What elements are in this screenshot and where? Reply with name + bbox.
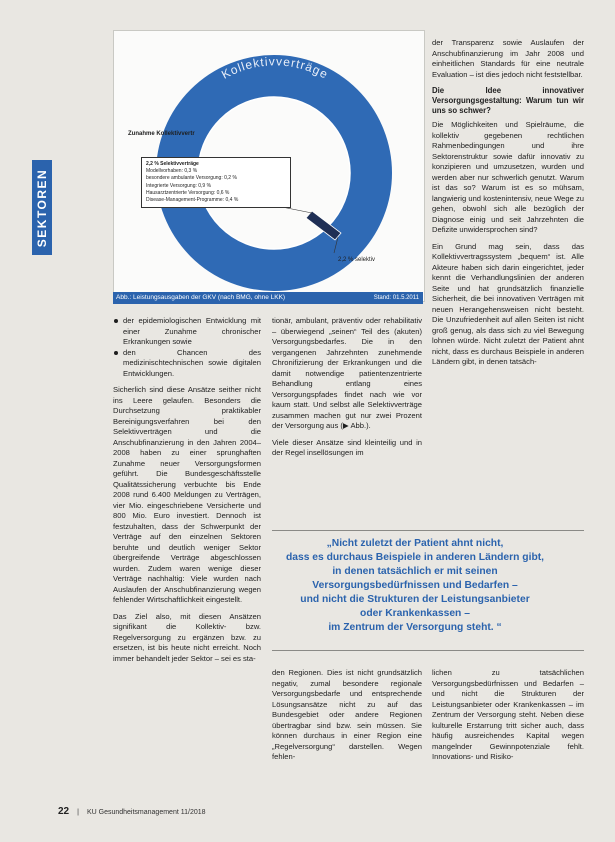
ring-label: Kollektivverträge (219, 54, 331, 82)
quote-line: in denen tatsächlich er mit seinen (332, 566, 498, 577)
quote-line: im Zentrum der Versorgung steht. “ (328, 622, 502, 633)
callout-item: Modellvorhaben: 0,3 % (146, 168, 198, 175)
paragraph: lichen zu tatsächlichen Versorgungsbedürfnissen und Bedarfen – und nicht die Strukturen der Leistungsanbieter oder Krankenkassen – im Zentrum der Versorgung steht. Neben diese kulturelle Erstarrung tritt sicher auch, dass häufig ausreichendes Kapital wegen mangelnder Gewinnpotenziale fehlt. Innovations- und Risiko- (432, 668, 584, 761)
bullet-list (113, 316, 261, 379)
figure-caption (113, 292, 423, 304)
callout-item: besondere ambulante Versorgung: 0,2 % (146, 175, 237, 182)
text-column-1 (113, 316, 261, 670)
callout-head: 2,2 % Selektivverträge (146, 161, 199, 167)
paragraph: Sicherlich sind diese Ansätze seither nicht ins Leere gelaufen. Besonders die Durchsetzung praktikabler Bereinigungsverfahren bei den Selektivverträgen und die Anschubfinanzierung in den Jahren 2004–2008 haben zu einer sprunghaften Zunahme neuer Versorgungsformen geführt. Die Bundesgeschäftsstelle Qualitätssicherung verbuchte bis Ende 2008 rund 6.400 Meldungen zu Verträgen, vier Mio. eingeschriebene Versicherte und 800 Mio. Euro investiert. Dennoch ist festzuhalten, dass der Schwerpunkt der Verträge auf den einzelnen Sektoren beruhte und deutlich weniger Sektor übergreifende Verträge abgeschlossen wurden. Zudem waren wenige dieser Verträge nachhaltig: Viele wurden nach Auslaufen der Anschubfinanzierung wegen fehlender Wirtschaftlichkeit eingestellt. (113, 385, 261, 604)
quote-rule-bottom (272, 650, 584, 651)
text-column-2-lower (272, 668, 422, 769)
callout-item: Disease-Management-Programme: 0,4 % (146, 197, 239, 204)
paragraph: Ein Grund mag sein, dass das Kollektivvertragssystem „bequem“ ist. Alle Akteure haben sich darin eingerichtet, jeder kennt die Verhandlungslinien der anderen Seite und hat grundsätzlich finanzielle Sicherheit, die bei innovativen Verträgen mit neuen Herangehensweisen nicht besteht. Die Unzufriedenheit auf allen Seiten ist nicht groß genug, als dass sich zu viel Bewegung lohnen würde. Nicht zuletzt der Patient ahnt nicht, dass es durchaus Beispiele in anderen Ländern gibt, in denen tatsäch- (432, 241, 584, 366)
paragraph: Das Ziel also, mit diesen Ansätzen signifikant die Kollektiv- bzw. Regelversorgung zu ergänzen bzw. zu ersetzen, ist bis heute nicht erreicht. Noch immer behandelt jeder Sektor – sei es sta- (113, 611, 261, 663)
chart-callout (141, 157, 291, 208)
list-item: der epidemiologischen Entwicklung mit einer Zunahme chronischer Erkrankungen sowie (123, 316, 261, 346)
page-footer (58, 806, 206, 817)
slice-label: 2,2 % selektiv (338, 257, 376, 263)
text-column-3-lower (432, 668, 584, 769)
quote-rule-top (272, 530, 584, 531)
quote-line: oder Krankenkassen – (360, 608, 470, 619)
list-item: den Chancen des medizinischtechnischen sowie digitalen Entwicklungen. (123, 347, 261, 378)
section-tab (32, 160, 52, 255)
footer-separator: | (77, 809, 79, 816)
page-number: 22 (58, 806, 70, 817)
section-heading: Die Idee innovativer Versorgungsgestaltung: Warum tun wir uns so schwer? (432, 86, 584, 115)
paragraph: tionär, ambulant, präventiv oder rehabilitativ – überwiegend „seinen“ Teil des (akuten) Versorgungsbedarfes. Die in den vergangenen Jahrzehnten zunehmende Chronifizierung der Erkrankungen und die damit notwendige patientenzentrierte Behandlung entlang eines Versorgungspfades findet nach wie vor kaum statt. Und selbst alle Selektivverträge zusammen machen gut nur zwei Prozent der Versorgung aus (▶ Abb.). (272, 316, 422, 430)
text-column-2 (272, 316, 422, 465)
pull-quote (245, 537, 585, 635)
callout-item: Integrierte Versorgung: 0,9 % (146, 182, 212, 189)
section-tab-label: SEKTOREN (35, 168, 49, 247)
paragraph: den Regionen. Dies ist nicht grundsätzlich negativ, zumal besondere regionale Versorgungsbedarfe und entsprechende Lösungsansätze nicht zu auf das Bundesgebiet oder andere Regionen übertragbar sind bzw. sein müssen. Sie können durchaus in einer Region eine „Regelversorgung“ darstellen. Wegen fehlen- (272, 668, 422, 761)
caption-source: Stand: 01.5.2011 (373, 295, 419, 301)
quote-line: und nicht die Strukturen der Leistungsanbieter (300, 594, 530, 605)
paragraph: der Transparenz sowie Auslaufen der Anschubfinanzierung im Jahr 2008 und einheitlichen Standards für eine neutrale Evaluation – ist dies jedoch nicht feststellbar. (432, 38, 584, 79)
pointer-label: Zunahme Kollektivvertr (128, 131, 195, 137)
journal-name: KU Gesundheitsmanagement 11/2018 (86, 809, 206, 816)
paragraph: Die Möglichkeiten und Spielräume, die kollektiv gegebenen rechtlichen Rahmenbedingungen und ihre Sektorenstruktur sowie dafür innovativ zu konzipieren und umzusetzen, wurden und werden aber nur schwerlich genutzt. Warum ist das so? Warum ist es so mühsam, langwierig und kostenintensiv, neue Wege zu gehen, obwohl sich alle bezüglich der Diagnose einig und seit Jahrzehnten die Defizite unwidersprochen sind? (432, 120, 584, 234)
quote-line: „Nicht zuletzt der Patient ahnt nicht, (326, 538, 504, 549)
text-column-3 (432, 38, 584, 374)
paragraph: Viele dieser Ansätze sind kleinteilig und in der Regel insellösungen im (272, 437, 422, 457)
callout-item: Hausarztzentrierte Versorgung: 0,6 % (146, 189, 230, 196)
quote-line: dass es durchaus Beispiele in anderen Ländern gibt, (285, 552, 545, 563)
quote-line: Versorgungsbedürfnissen und Bedarfen – (312, 580, 518, 591)
caption-text: Abb.: Leistungsausgaben der GKV (nach BMG, ohne LKK) (116, 294, 286, 301)
